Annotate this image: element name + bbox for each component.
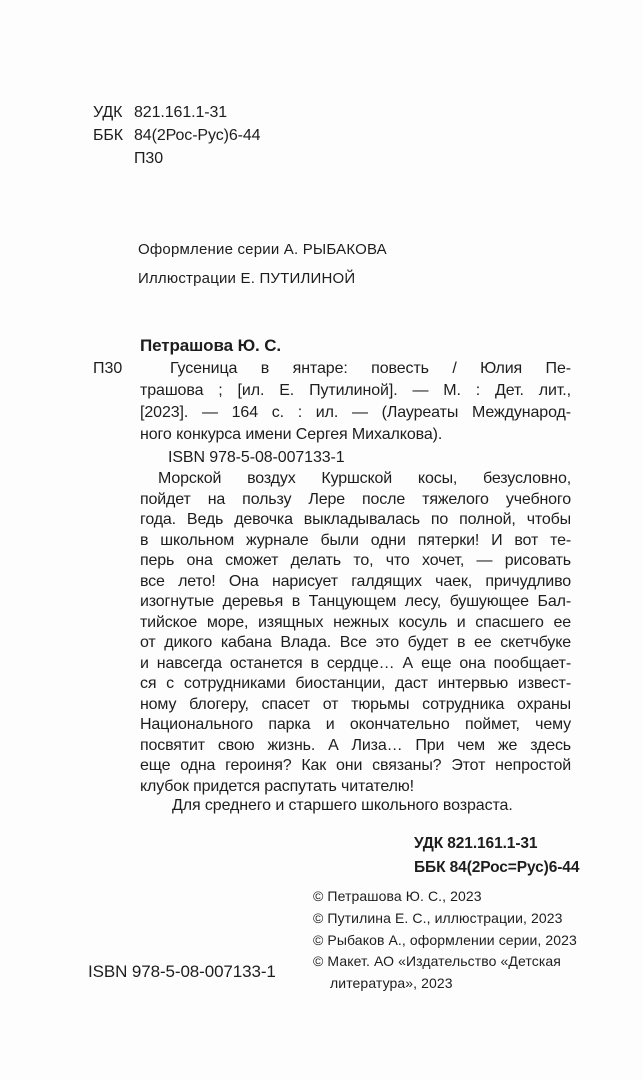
copyright-line: © Рыбаков А., оформлении серии, 2023 — [313, 931, 577, 948]
illustrations-credit: Иллюстрации Е. ПУТИЛИНОЙ — [138, 270, 356, 287]
bottom-classification-block — [414, 832, 579, 880]
card-line: ного конкурса имени Сергея Михалкова). — [140, 426, 443, 443]
annotation-line: ся с сотрудниками биостанции, даст интервью извест- — [140, 675, 571, 692]
top-classification-block — [93, 101, 260, 170]
card-margin-code: П30 — [93, 360, 123, 377]
annotation-line: пойдет на пользу Лере после тяжелого учебного — [140, 490, 571, 508]
annotation-line: ному блогеру, спасет от тюрьмы сотрудника охраны — [140, 695, 571, 713]
copyright-line: © Петрашова Ю. С., 2023 — [313, 888, 482, 904]
copyright-line-continuation: литература», 2023 — [330, 975, 453, 992]
udk-label: УДК — [93, 104, 123, 121]
annotation-line: все лето! Она нарисует галдящих чаек, причудливо — [140, 572, 571, 590]
annotation-line: перь она сможет делать то, что хочет, — рисовать — [140, 552, 571, 569]
annotation-line: изогнутые деревья в Танцующем лесу, бушующее Бал- — [140, 593, 571, 610]
annotation-line: клубок придется распутать читателю! — [140, 777, 414, 795]
annotation-line: Морской воздух Куршской косы, безусловно, — [158, 470, 571, 487]
isbn-card: ISBN 978-5-08-007133-1 — [168, 449, 345, 466]
annotation-line: посвятит свою жизнь. А Лиза… При чем же здесь — [140, 736, 571, 754]
card-line: Гусеница в янтаре: повесть / Юлия Пе- — [170, 360, 571, 377]
annotation-line: и навсегда останется в сердце… А еще она пообщает- — [140, 654, 571, 672]
copyright-line: © Путилина Е. С., иллюстрации, 2023 — [313, 909, 563, 926]
udk-value: 821.161.1-31 — [134, 104, 228, 121]
annotation-line: года. Ведь девочка выкладывалась по полной, чтобы — [140, 511, 571, 528]
bbk-label: ББК — [93, 127, 124, 144]
author-heading: Петрашова Ю. С. — [140, 336, 282, 355]
card-line: трашова ; [ил. Е. Путилиной]. — М. : Дет. лит., — [140, 382, 571, 399]
card-line: [2023]. — 164 с. : ил. — (Лауреаты Международ- — [140, 404, 571, 421]
annotation-line: Национального парка и окончательно поймет, чему — [140, 716, 571, 733]
p30-code: П30 — [134, 150, 163, 167]
annotation-line: еще одна героиня? Как они связаны? Этот непростой — [140, 757, 571, 774]
copyright-line: © Макет. АО «Издательство «Детская — [313, 953, 561, 970]
audience-note: Для среднего и старшего школьного возраста. — [172, 797, 513, 814]
annotation-line: в школьном журнале были одни пятерки! И вот те- — [140, 531, 571, 549]
annotation-paragraph — [140, 469, 571, 797]
p30-spacer — [93, 147, 134, 170]
series-credits — [138, 241, 387, 288]
series-design-credit: Оформление серии А. РЫБАКОВА — [138, 241, 387, 258]
isbn-bottom: ISBN 978-5-08-007133-1 — [88, 962, 276, 981]
annotation-line: от дикого кабана Влада. Все это будет в ее скетчбуке — [140, 634, 571, 651]
catalog-card-description — [140, 358, 571, 446]
bbk-bottom: ББК 84(2Рос=Рус)6-44 — [414, 859, 580, 876]
bbk-value: 84(2Рос-Рус)6-44 — [134, 127, 261, 144]
udk-bottom: УДК 821.161.1-31 — [414, 835, 538, 852]
annotation-line: тийское море, изящных нежных косуль и спасшего ее — [140, 613, 571, 631]
copyright-block — [313, 886, 577, 995]
